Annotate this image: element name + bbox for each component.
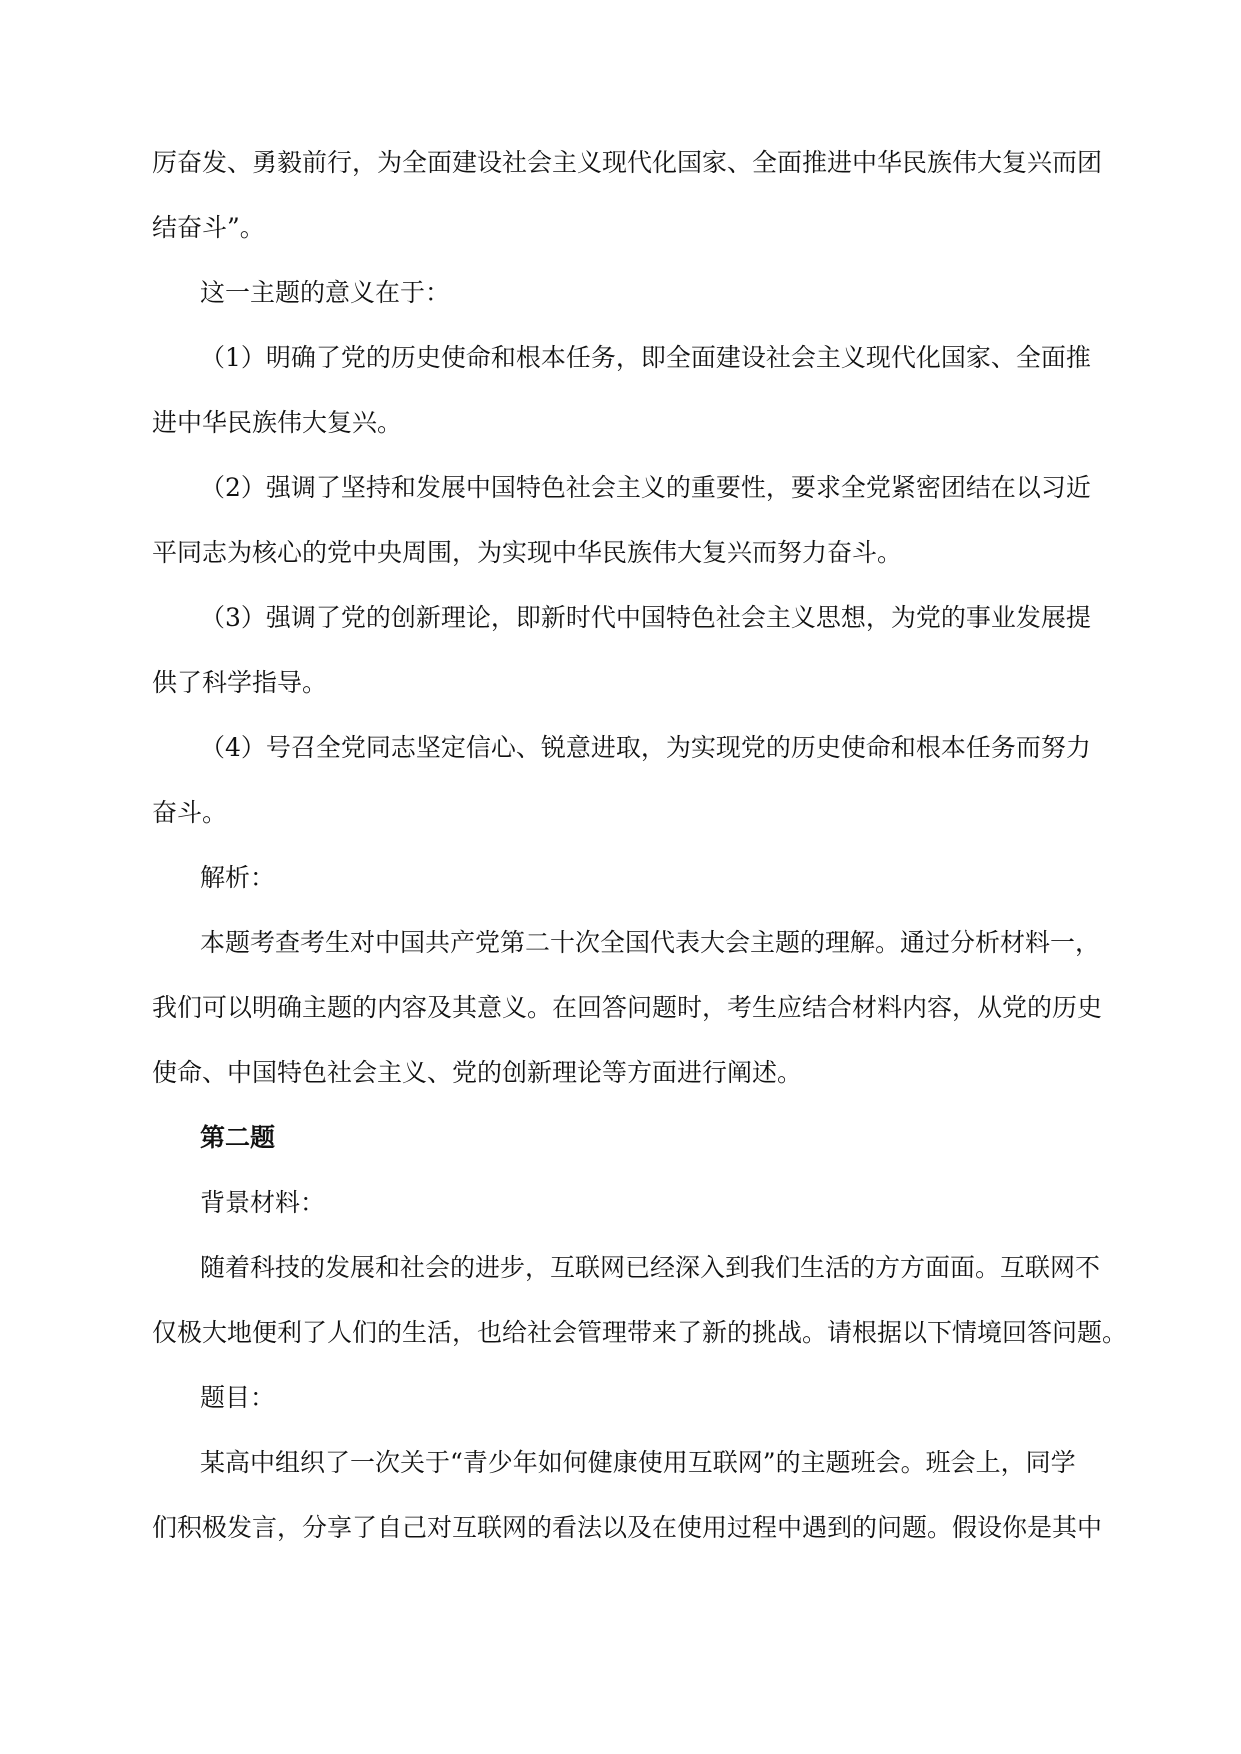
paragraph-line: 随着科技的发展和社会的进步，互联网已经深入到我们生活的方方面面。互联网不	[200, 1253, 1101, 1282]
paragraph-line: 仅极大地便利了人们的生活，也给社会管理带来了新的挑战。请根据以下情境回答问题。	[152, 1318, 1128, 1347]
paragraph-line: 使命、中国特色社会主义、党的创新理论等方面进行阐述。	[152, 1058, 803, 1087]
section-label: 题目：	[200, 1383, 276, 1412]
paragraph-line: 结奋斗”。	[152, 213, 265, 242]
paragraph-line: 本题考查考生对中国共产党第二十次全国代表大会主题的理解。通过分析材料一，	[200, 928, 1101, 957]
paragraph-line: 们积极发言，分享了自己对互联网的看法以及在使用过程中遇到的问题。假设你是其中	[152, 1513, 1103, 1542]
paragraph-line: 这一主题的意义在于：	[200, 278, 451, 307]
paragraph-line: 厉奋发、勇毅前行，为全面建设社会主义现代化国家、全面推进中华民族伟大复兴而团	[152, 148, 1103, 177]
paragraph-line: 某高中组织了一次关于“青少年如何健康使用互联网”的主题班会。班会上，同学	[200, 1448, 1076, 1477]
section-label: 解析：	[200, 863, 276, 892]
list-item-line: 供了科学指导。	[152, 668, 328, 697]
list-item-line: 平同志为核心的党中央周围，为实现中华民族伟大复兴而努力奋斗。	[152, 538, 903, 567]
list-item-line: （1）明确了党的历史使命和根本任务，即全面建设社会主义现代化国家、全面推	[200, 343, 1091, 372]
paragraph-line: 我们可以明确主题的内容及其意义。在回答问题时，考生应结合材料内容，从党的历史	[152, 993, 1103, 1022]
list-item-line: 进中华民族伟大复兴。	[152, 408, 403, 437]
list-item-line: 奋斗。	[152, 798, 228, 827]
list-item-line: （4）号召全党同志坚定信心、锐意进取，为实现党的历史使命和根本任务而努力	[200, 733, 1091, 762]
section-label: 背景材料：	[200, 1188, 326, 1217]
section-heading: 第二题	[200, 1123, 276, 1152]
list-item-line: （2）强调了坚持和发展中国特色社会主义的重要性，要求全党紧密团结在以习近	[200, 473, 1091, 502]
list-item-line: （3）强调了党的创新理论，即新时代中国特色社会主义思想，为党的事业发展提	[200, 603, 1091, 632]
